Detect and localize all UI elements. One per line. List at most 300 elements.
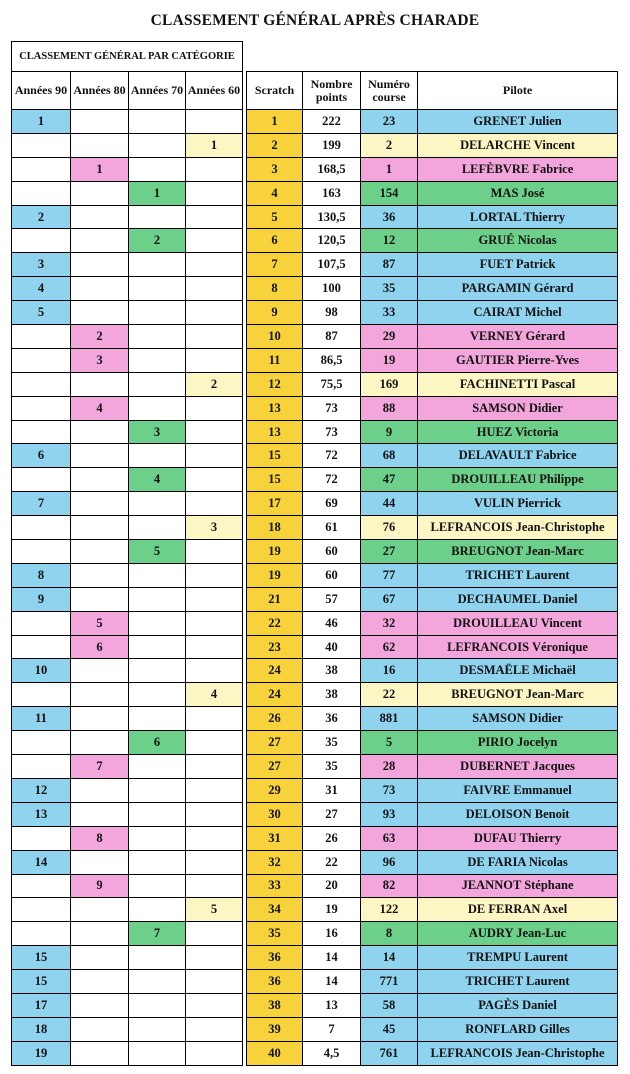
scratch-rank: 27 — [247, 731, 303, 755]
race-number: 93 — [361, 802, 418, 826]
scratch-rank: 36 — [247, 946, 303, 970]
race-number: 154 — [361, 181, 418, 205]
race-number: 63 — [361, 826, 418, 850]
category-rank-y90: 18 — [12, 1017, 71, 1041]
scratch-rank: 17 — [247, 492, 303, 516]
category-rank-y70: 2 — [129, 229, 186, 253]
table-row — [12, 540, 618, 564]
empty-cell — [12, 611, 71, 635]
category-rank-y90: 10 — [12, 659, 71, 683]
category-rank-y90: 6 — [12, 444, 71, 468]
scratch-rank: 39 — [247, 1017, 303, 1041]
empty-cell — [71, 133, 129, 157]
empty-cell — [71, 1017, 129, 1041]
scratch-rank: 24 — [247, 659, 303, 683]
empty-cell — [129, 587, 186, 611]
race-number: 73 — [361, 778, 418, 802]
empty-cell — [12, 755, 71, 779]
table-row — [12, 468, 618, 492]
empty-cell — [186, 301, 243, 325]
empty-cell — [12, 181, 71, 205]
points-value: 199 — [303, 133, 361, 157]
scratch-rank: 4 — [247, 181, 303, 205]
table-row — [12, 301, 618, 325]
table-row — [12, 802, 618, 826]
empty-cell — [186, 874, 243, 898]
race-number: 67 — [361, 587, 418, 611]
table-row — [12, 874, 618, 898]
pilot-name: BREUGNOT Jean-Marc — [418, 683, 618, 707]
pilot-name: JEANNOT Stéphane — [418, 874, 618, 898]
empty-cell — [71, 301, 129, 325]
empty-cell — [186, 707, 243, 731]
empty-cell — [12, 635, 71, 659]
empty-cell — [71, 659, 129, 683]
scratch-rank: 23 — [247, 635, 303, 659]
empty-cell — [71, 922, 129, 946]
scratch-rank: 27 — [247, 755, 303, 779]
header-years-60: Années 60 — [186, 72, 243, 110]
empty-cell — [12, 229, 71, 253]
points-value: 4,5 — [303, 1041, 361, 1065]
empty-cell — [71, 731, 129, 755]
empty-cell — [129, 946, 186, 970]
race-number: 44 — [361, 492, 418, 516]
empty-cell — [129, 372, 186, 396]
empty-cell — [71, 277, 129, 301]
race-number: 761 — [361, 1041, 418, 1065]
table-row — [12, 420, 618, 444]
scratch-rank: 15 — [247, 468, 303, 492]
points-value: 38 — [303, 683, 361, 707]
pilot-name: BREUGNOT Jean-Marc — [418, 540, 618, 564]
empty-cell — [129, 253, 186, 277]
empty-cell — [71, 205, 129, 229]
empty-cell — [129, 826, 186, 850]
header-years-80: Années 80 — [71, 72, 129, 110]
empty-cell — [186, 444, 243, 468]
category-rank-y90: 17 — [12, 993, 71, 1017]
scratch-rank: 21 — [247, 587, 303, 611]
category-rank-y90: 11 — [12, 707, 71, 731]
points-value: 60 — [303, 563, 361, 587]
points-value: 22 — [303, 850, 361, 874]
points-value: 222 — [303, 110, 361, 134]
pilot-name: RONFLARD Gilles — [418, 1017, 618, 1041]
empty-cell — [186, 229, 243, 253]
scratch-rank: 19 — [247, 563, 303, 587]
points-value: 7 — [303, 1017, 361, 1041]
pilot-name: DE FARIA Nicolas — [418, 850, 618, 874]
scratch-rank: 26 — [247, 707, 303, 731]
pilot-name: LEFÈBVRE Fabrice — [418, 157, 618, 181]
empty-cell — [129, 850, 186, 874]
table-row — [12, 850, 618, 874]
pilot-name: DUFAU Thierry — [418, 826, 618, 850]
empty-cell — [129, 133, 186, 157]
empty-cell — [186, 563, 243, 587]
category-rank-y70: 1 — [129, 181, 186, 205]
category-rank-y70: 6 — [129, 731, 186, 755]
scratch-rank: 13 — [247, 420, 303, 444]
table-row — [12, 348, 618, 372]
points-value: 86,5 — [303, 348, 361, 372]
scratch-rank: 35 — [247, 922, 303, 946]
category-rank-y60: 5 — [186, 898, 243, 922]
empty-cell — [12, 516, 71, 540]
empty-cell — [129, 396, 186, 420]
race-number: 28 — [361, 755, 418, 779]
scratch-rank: 32 — [247, 850, 303, 874]
points-value: 72 — [303, 468, 361, 492]
empty-cell — [129, 277, 186, 301]
header-points: Nombre points — [303, 72, 361, 110]
pilot-name: SAMSON Didier — [418, 707, 618, 731]
race-number: 881 — [361, 707, 418, 731]
category-rank-y80: 9 — [71, 874, 129, 898]
empty-cell — [186, 587, 243, 611]
empty-cell — [71, 420, 129, 444]
header-race-number: Numéro course — [361, 72, 418, 110]
pilot-name: GRUÉ Nicolas — [418, 229, 618, 253]
empty-cell — [12, 826, 71, 850]
header-scratch: Scratch — [247, 72, 303, 110]
scratch-rank: 7 — [247, 253, 303, 277]
points-value: 107,5 — [303, 253, 361, 277]
empty-cell — [12, 133, 71, 157]
pilot-name: PAGÈS Daniel — [418, 993, 618, 1017]
header-years-90: Années 90 — [12, 72, 71, 110]
points-value: 87 — [303, 325, 361, 349]
empty-cell — [186, 205, 243, 229]
category-rank-y80: 3 — [71, 348, 129, 372]
pilot-name: FUET Patrick — [418, 253, 618, 277]
empty-cell — [129, 205, 186, 229]
empty-cell — [129, 755, 186, 779]
empty-cell — [186, 755, 243, 779]
pilot-name: DELAVAULT Fabrice — [418, 444, 618, 468]
race-number: 23 — [361, 110, 418, 134]
points-value: 35 — [303, 731, 361, 755]
empty-cell — [71, 993, 129, 1017]
race-number: 2 — [361, 133, 418, 157]
pilot-name: CAIRAT Michel — [418, 301, 618, 325]
points-value: 16 — [303, 922, 361, 946]
empty-cell — [71, 1041, 129, 1065]
race-number: 169 — [361, 372, 418, 396]
category-rank-y90: 4 — [12, 277, 71, 301]
pilot-name: DESMAËLE Michaël — [418, 659, 618, 683]
points-value: 46 — [303, 611, 361, 635]
empty-cell — [186, 922, 243, 946]
pilot-name: DROUILLEAU Vincent — [418, 611, 618, 635]
scratch-rank: 1 — [247, 110, 303, 134]
category-rank-y60: 2 — [186, 372, 243, 396]
race-number: 32 — [361, 611, 418, 635]
category-rank-y60: 1 — [186, 133, 243, 157]
empty-cell — [129, 970, 186, 994]
table-row — [12, 396, 618, 420]
scratch-rank: 6 — [247, 229, 303, 253]
scratch-rank: 33 — [247, 874, 303, 898]
table-row — [12, 563, 618, 587]
empty-cell — [186, 659, 243, 683]
pilot-name: VERNEY Gérard — [418, 325, 618, 349]
scratch-rank: 24 — [247, 683, 303, 707]
empty-cell — [71, 563, 129, 587]
scratch-rank: 15 — [247, 444, 303, 468]
points-value: 40 — [303, 635, 361, 659]
category-rank-y80: 7 — [71, 755, 129, 779]
category-rank-y90: 15 — [12, 970, 71, 994]
scratch-rank: 36 — [247, 970, 303, 994]
empty-cell — [186, 253, 243, 277]
table-row — [12, 611, 618, 635]
race-number: 35 — [361, 277, 418, 301]
empty-cell — [186, 611, 243, 635]
empty-cell — [71, 898, 129, 922]
empty-cell — [12, 874, 71, 898]
scratch-rank: 10 — [247, 325, 303, 349]
points-value: 98 — [303, 301, 361, 325]
points-value: 57 — [303, 587, 361, 611]
empty-cell — [129, 635, 186, 659]
race-number: 47 — [361, 468, 418, 492]
empty-cell — [186, 325, 243, 349]
empty-cell — [186, 110, 243, 134]
category-rank-y80: 4 — [71, 396, 129, 420]
empty-cell — [129, 110, 186, 134]
scratch-rank: 19 — [247, 540, 303, 564]
race-number: 62 — [361, 635, 418, 659]
points-value: 75,5 — [303, 372, 361, 396]
empty-cell — [71, 492, 129, 516]
empty-cell — [71, 253, 129, 277]
scratch-rank: 30 — [247, 802, 303, 826]
category-rank-y90: 14 — [12, 850, 71, 874]
category-rank-y90: 2 — [12, 205, 71, 229]
pilot-name: DELOISON Benoit — [418, 802, 618, 826]
race-number: 19 — [361, 348, 418, 372]
category-rank-y90: 1 — [12, 110, 71, 134]
category-rank-y80: 6 — [71, 635, 129, 659]
empty-cell — [186, 802, 243, 826]
empty-cell — [71, 444, 129, 468]
empty-cell — [71, 181, 129, 205]
empty-cell — [186, 1017, 243, 1041]
empty-cell — [186, 277, 243, 301]
empty-cell — [129, 778, 186, 802]
race-number: 122 — [361, 898, 418, 922]
category-rank-y90: 8 — [12, 563, 71, 587]
empty-cell — [129, 325, 186, 349]
points-value: 73 — [303, 420, 361, 444]
points-value: 73 — [303, 396, 361, 420]
race-number: 96 — [361, 850, 418, 874]
empty-cell — [186, 157, 243, 181]
empty-cell — [71, 587, 129, 611]
empty-cell — [12, 731, 71, 755]
empty-cell — [186, 731, 243, 755]
table-row — [12, 492, 618, 516]
empty-cell — [186, 492, 243, 516]
empty-cell — [71, 778, 129, 802]
category-rank-y90: 13 — [12, 802, 71, 826]
empty-cell — [129, 898, 186, 922]
table-row — [12, 898, 618, 922]
points-value: 19 — [303, 898, 361, 922]
pilot-name: MAS José — [418, 181, 618, 205]
pilot-name: LEFRANCOIS Jean-Christophe — [418, 516, 618, 540]
empty-cell — [12, 420, 71, 444]
empty-cell — [71, 110, 129, 134]
category-rank-y80: 1 — [71, 157, 129, 181]
empty-cell — [71, 372, 129, 396]
category-rank-y60: 3 — [186, 516, 243, 540]
header-years-70: Années 70 — [129, 72, 186, 110]
empty-cell — [186, 946, 243, 970]
category-rank-y90: 5 — [12, 301, 71, 325]
empty-cell — [129, 1017, 186, 1041]
empty-cell — [71, 946, 129, 970]
empty-cell — [12, 540, 71, 564]
empty-cell — [186, 396, 243, 420]
race-number: 58 — [361, 993, 418, 1017]
empty-cell — [186, 181, 243, 205]
race-number: 16 — [361, 659, 418, 683]
category-rank-y70: 3 — [129, 420, 186, 444]
empty-cell — [129, 301, 186, 325]
table-row — [12, 922, 618, 946]
table-row — [12, 157, 618, 181]
pilot-name: SAMSON Didier — [418, 396, 618, 420]
pilot-name: GRENET Julien — [418, 110, 618, 134]
race-number: 87 — [361, 253, 418, 277]
empty-cell — [71, 802, 129, 826]
pilot-name: FAIVRE Emmanuel — [418, 778, 618, 802]
race-number: 77 — [361, 563, 418, 587]
race-number: 45 — [361, 1017, 418, 1041]
table-row — [12, 778, 618, 802]
table-row — [12, 659, 618, 683]
empty-cell — [71, 540, 129, 564]
category-rank-y90: 19 — [12, 1041, 71, 1065]
empty-cell — [12, 898, 71, 922]
race-number: 5 — [361, 731, 418, 755]
table-row — [12, 826, 618, 850]
scratch-rank: 3 — [247, 157, 303, 181]
empty-cell — [129, 659, 186, 683]
pilot-name: LORTAL Thierry — [418, 205, 618, 229]
empty-cell — [129, 874, 186, 898]
points-value: 20 — [303, 874, 361, 898]
points-value: 72 — [303, 444, 361, 468]
empty-cell — [129, 802, 186, 826]
table-row — [12, 635, 618, 659]
header-pilot: Pilote — [418, 72, 618, 110]
points-value: 130,5 — [303, 205, 361, 229]
empty-cell — [12, 468, 71, 492]
points-value: 168,5 — [303, 157, 361, 181]
table-row — [12, 946, 618, 970]
empty-cell — [186, 540, 243, 564]
race-number: 1 — [361, 157, 418, 181]
category-rank-y80: 8 — [71, 826, 129, 850]
points-value: 61 — [303, 516, 361, 540]
table-row — [12, 587, 618, 611]
race-number: 14 — [361, 946, 418, 970]
table-row — [12, 1041, 618, 1065]
scratch-rank: 11 — [247, 348, 303, 372]
race-number: 82 — [361, 874, 418, 898]
table-row — [12, 205, 618, 229]
pilot-name: AUDRY Jean-Luc — [418, 922, 618, 946]
empty-cell — [129, 157, 186, 181]
scratch-rank: 34 — [247, 898, 303, 922]
points-value: 13 — [303, 993, 361, 1017]
race-number: 771 — [361, 970, 418, 994]
table-row — [12, 1017, 618, 1041]
pilot-name: DE FERRAN Axel — [418, 898, 618, 922]
scratch-rank: 29 — [247, 778, 303, 802]
race-number: 8 — [361, 922, 418, 946]
category-rank-y70: 5 — [129, 540, 186, 564]
category-rank-y90: 3 — [12, 253, 71, 277]
table-row — [12, 444, 618, 468]
table-row — [12, 133, 618, 157]
category-rank-y80: 5 — [71, 611, 129, 635]
empty-cell — [71, 970, 129, 994]
points-value: 36 — [303, 707, 361, 731]
race-number: 27 — [361, 540, 418, 564]
empty-cell — [186, 420, 243, 444]
category-rank-y60: 4 — [186, 683, 243, 707]
empty-cell — [12, 683, 71, 707]
race-number: 22 — [361, 683, 418, 707]
scratch-rank: 8 — [247, 277, 303, 301]
empty-cell — [129, 444, 186, 468]
pilot-name: DECHAUMEL Daniel — [418, 587, 618, 611]
table-row — [12, 110, 618, 134]
results-body — [12, 110, 618, 1066]
category-header: CLASSEMENT GÉNÉRAL PAR CATÉGORIE — [12, 42, 243, 72]
empty-cell — [12, 348, 71, 372]
empty-cell — [12, 922, 71, 946]
race-number: 88 — [361, 396, 418, 420]
empty-cell — [129, 1041, 186, 1065]
points-value: 14 — [303, 970, 361, 994]
page-title: CLASSEMENT GÉNÉRAL APRÈS CHARADE — [150, 12, 480, 29]
points-value: 31 — [303, 778, 361, 802]
empty-cell — [129, 707, 186, 731]
table-row — [12, 253, 618, 277]
category-rank-y70: 7 — [129, 922, 186, 946]
empty-cell — [71, 850, 129, 874]
points-value: 100 — [303, 277, 361, 301]
pilot-name: GAUTIER Pierre-Yves — [418, 348, 618, 372]
scratch-rank: 18 — [247, 516, 303, 540]
empty-cell — [186, 778, 243, 802]
empty-cell — [129, 563, 186, 587]
table-row — [12, 229, 618, 253]
category-rank-y90: 9 — [12, 587, 71, 611]
pilot-name: LEFRANCOIS Véronique — [418, 635, 618, 659]
points-value: 38 — [303, 659, 361, 683]
empty-cell — [71, 516, 129, 540]
table-row — [12, 277, 618, 301]
scratch-rank: 2 — [247, 133, 303, 157]
scratch-rank: 9 — [247, 301, 303, 325]
